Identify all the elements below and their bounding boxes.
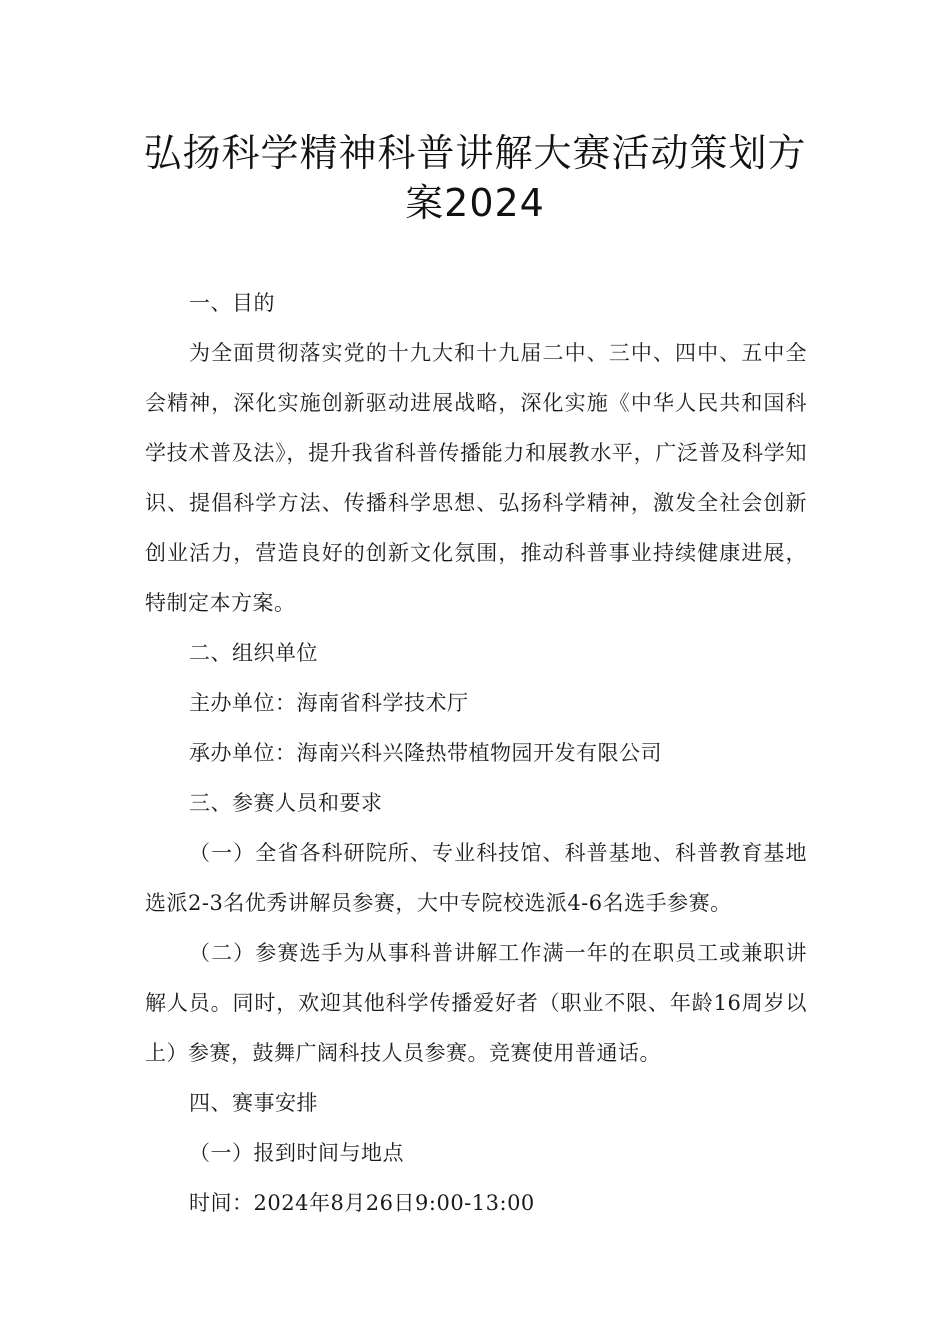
section-heading-organizers: 二、组织单位 [189, 641, 318, 665]
section-heading-schedule: 四、赛事安排 [189, 1091, 318, 1115]
document-body [145, 278, 807, 1228]
paragraph-organizer: 承办单位：海南兴科兴隆热带植物园开发有限公司 [189, 741, 662, 765]
paragraph-registration-time: 时间：2024年8月26日9:00-13:00 [189, 1191, 535, 1215]
paragraph-participants-1: （一）全省各科研院所、专业科技馆、科普基地、科普教育基地选派2-3名优秀讲解员参赛，大中专院校选派4-6名选手参赛。 [145, 841, 807, 915]
section-heading-purpose: 一、目的 [189, 291, 275, 315]
paragraph-purpose: 为全面贯彻落实党的十九大和十九届二中、三中、四中、五中全会精神，深化实施创新驱动进展战略，深化实施《中华人民共和国科学技术普及法》，提升我省科普传播能力和展教水平，广泛普及科学知识、提倡科学方法、传播科学思想、弘扬科学精神，激发全社会创新创业活力，营造良好的创新文化氛围，推动科普事业持续健康进展，特制定本方案。 [145, 341, 807, 615]
document-title: 弘扬科学精神科普讲解大赛活动策划方案2024 [143, 131, 807, 225]
paragraph-host: 主办单位：海南省科学技术厅 [189, 691, 469, 715]
section-heading-participants: 三、参赛人员和要求 [189, 791, 383, 815]
subheading-registration: （一）报到时间与地点 [189, 1141, 404, 1165]
paragraph-participants-2: （二）参赛选手为从事科普讲解工作满一年的在职员工或兼职讲解人员。同时，欢迎其他科学传播爱好者（职业不限、年龄16周岁以上）参赛，鼓舞广阔科技人员参赛。竞赛使用普通话。 [145, 941, 807, 1065]
